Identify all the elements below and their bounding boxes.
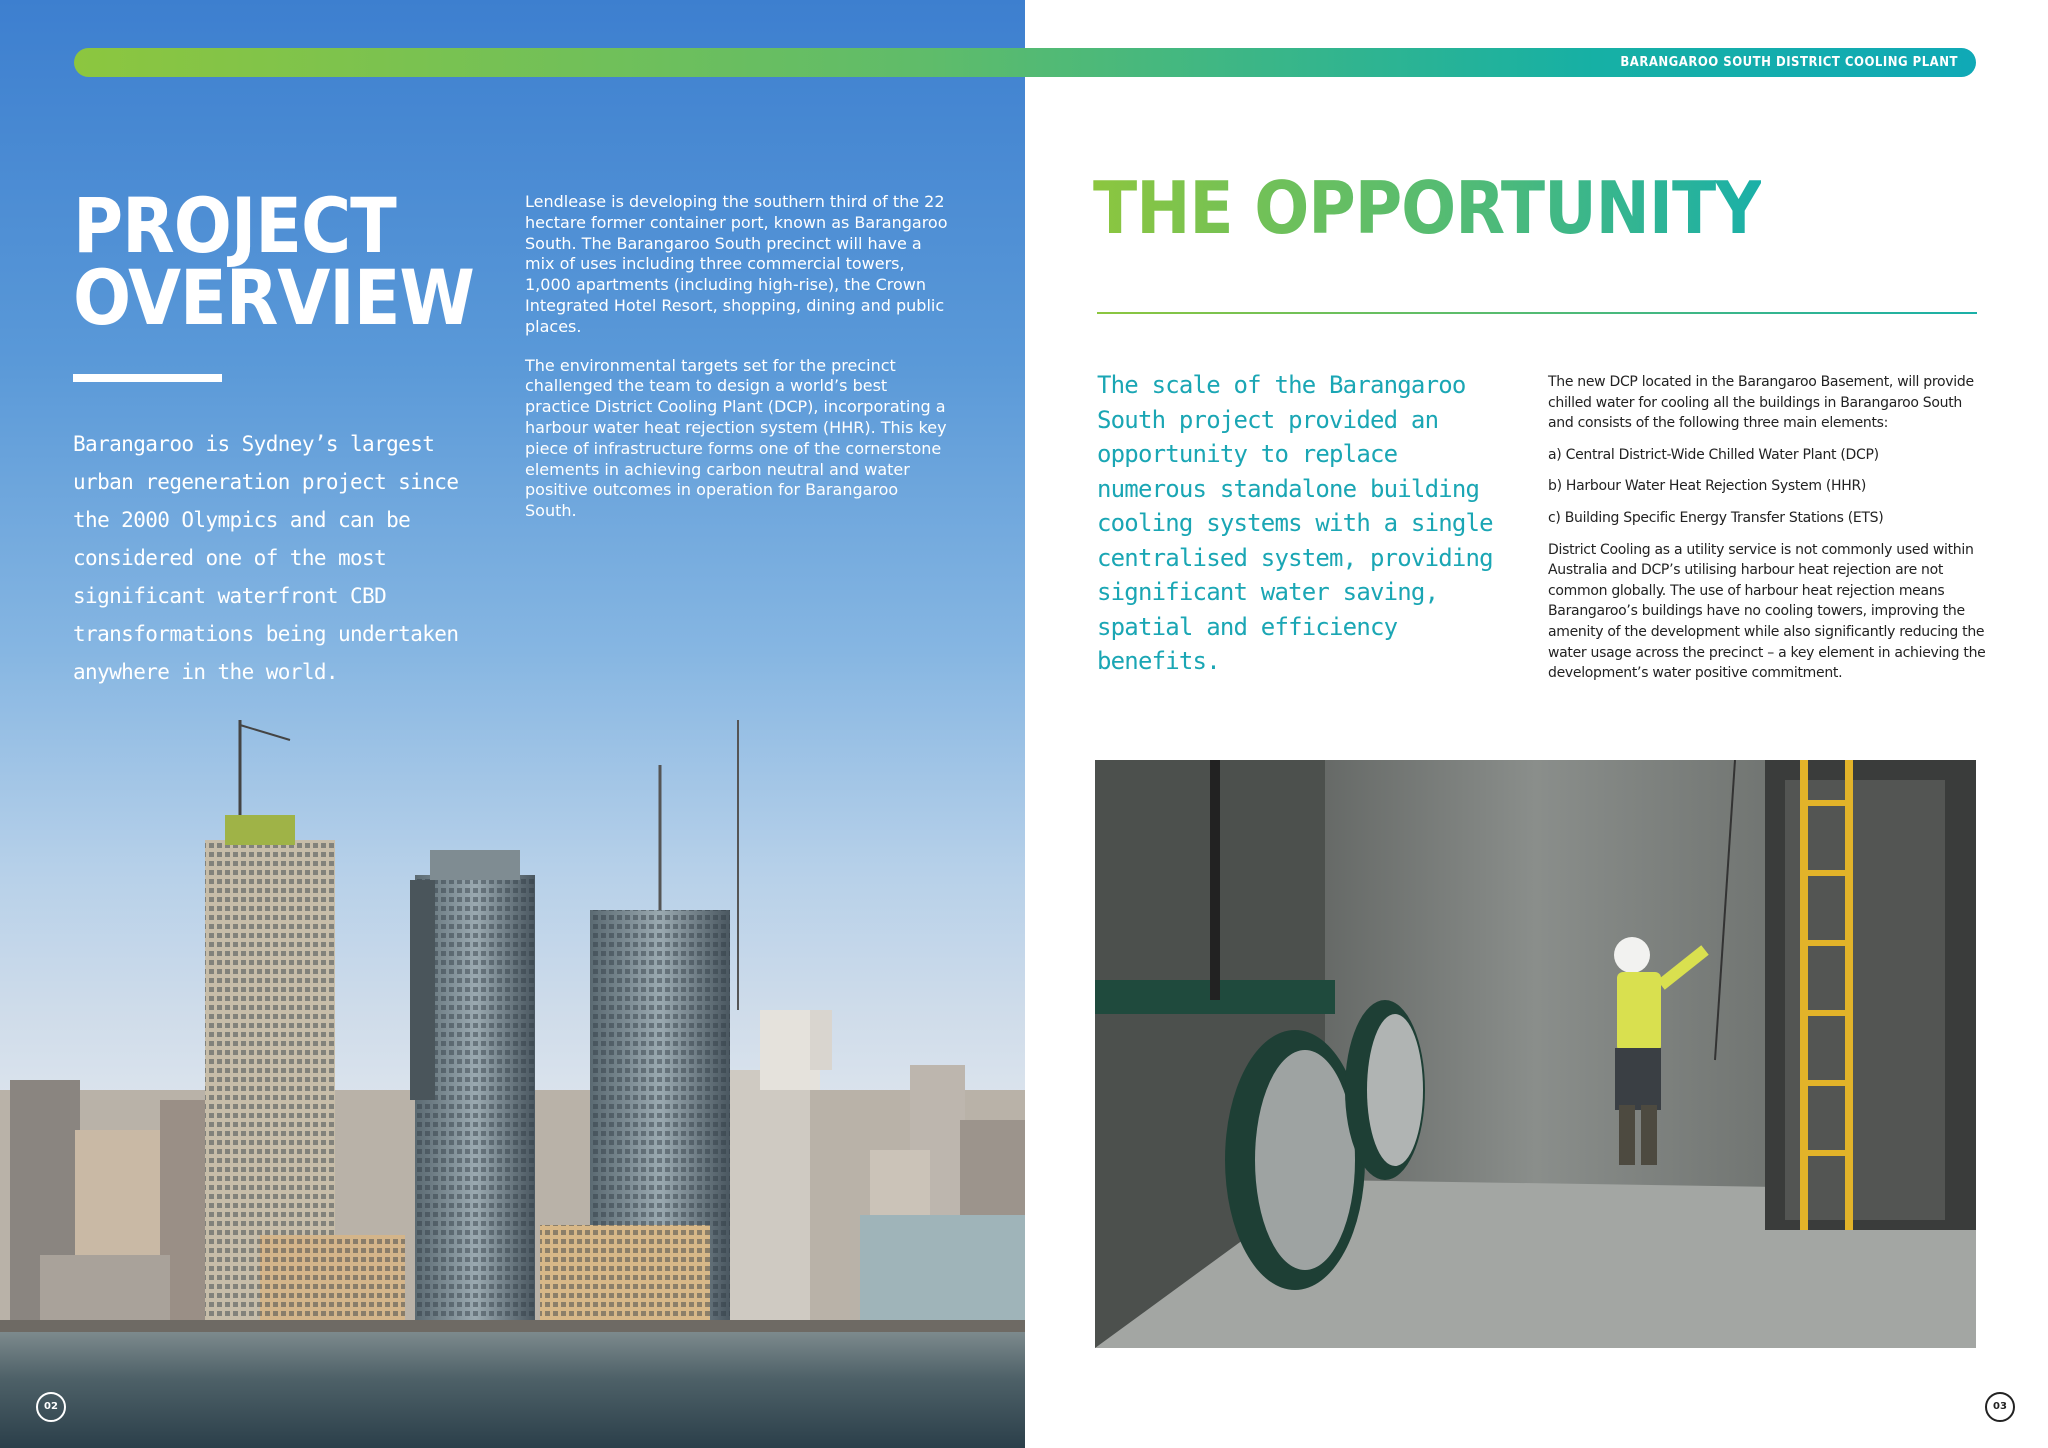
- lead-paragraph: The scale of the Barangaroo South project provided an opportunity to replace numerous standalone building cooling systems with a single centralised system, providing significant water saving, spatial and efficiency benefits.: [1097, 371, 1493, 675]
- title-divider: [1097, 312, 1977, 314]
- body-paragraph: Lendlease is developing the southern third of the 22 hectare former container port, known as Barangaroo South. The Barangaroo South precinct will have a mix of uses including three commercial towers, 1,000 apartments (including high-rise), the Crown Integrated Hotel Resort, shopping, dining and public places.: [525, 192, 948, 336]
- title-divider: [73, 374, 222, 382]
- title-line-2: OVERVIEW: [73, 253, 474, 342]
- page-number: 02: [36, 1392, 66, 1422]
- list-item: b) Harbour Water Heat Rejection System (HHR): [1548, 478, 1867, 495]
- right-page: [1025, 0, 2048, 1448]
- title-line-1: PROJECT: [73, 181, 396, 270]
- skyline-photo: [0, 680, 1025, 1448]
- body-text: [1548, 372, 1988, 695]
- page-number: 03: [1985, 1392, 2015, 1422]
- list-item: c) Building Specific Energy Transfer Stations (ETS): [1548, 509, 1884, 526]
- body-closing: District Cooling as a utility service is not commonly used within Australia and DCP’s utilising harbour heat rejection are not common globally. The use of harbour heat rejection means Barangaroo’s buildings have no cooling towers, improving the amenity of the development while also significantly reducing the water usage across the precinct – a key element in achieving the development’s water positive commitment.: [1548, 541, 1986, 682]
- page-title: [73, 181, 493, 342]
- section-title: THE OPPORTUNITY: [1093, 166, 1762, 250]
- header-label: BARANGAROO SOUTH DISTRICT COOLING PLANT: [1620, 55, 1958, 70]
- lead-paragraph: Barangaroo is Sydney’s largest urban regeneration project since the 2000 Olympics and can be considered one of the most significant waterfront CBD transformations being undertaken anywhere in the world.: [73, 432, 459, 684]
- list-item: a) Central District-Wide Chilled Water Plant (DCP): [1548, 446, 1879, 463]
- body-intro: The new DCP located in the Barangaroo Basement, will provide chilled water for cooling all the buildings in Barangaroo South and consists of the following three main elements:: [1548, 374, 1974, 432]
- body-paragraph: The environmental targets set for the precinct challenged the team to design a world’s best practice District Cooling Plant (DCP), incorporating a harbour water heat rejection system (HHR). This key piece of infrastructure forms one of the cornerstone elements in achieving carbon neutral and water positive outcomes in operation for Barangaroo South.: [525, 355, 947, 521]
- header-bar: [74, 48, 1976, 77]
- body-text: [525, 192, 953, 540]
- plant-room-photo: [1095, 760, 1976, 1348]
